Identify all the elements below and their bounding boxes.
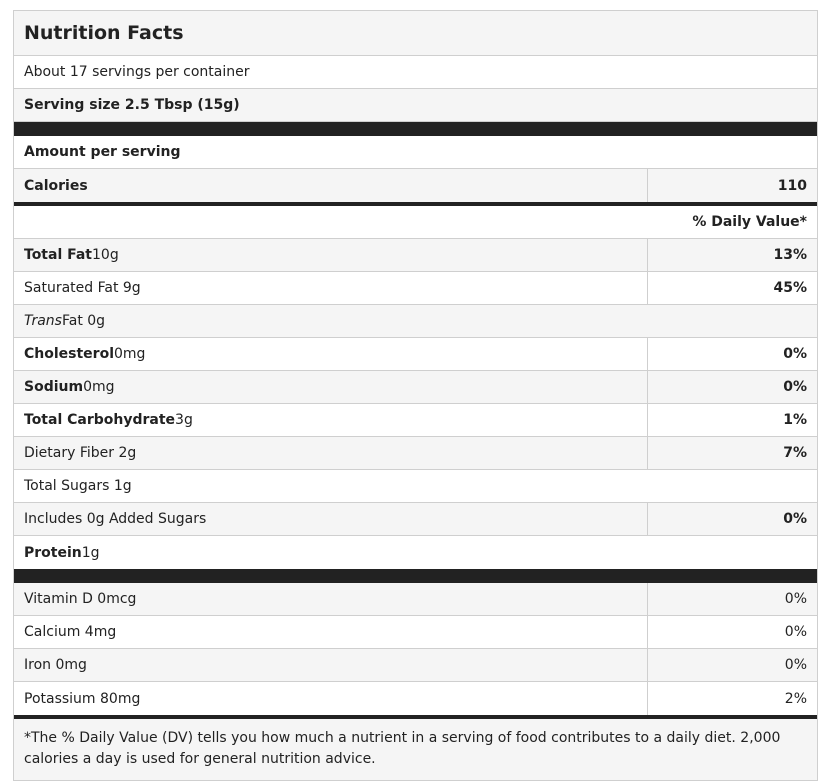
nutrient-name: Cholesterol [24,346,114,362]
amount-per-serving-row [14,136,817,169]
nutrient-name: Total Fat [24,247,93,263]
nutrient-row-total-sugars [14,470,817,503]
serving-size-row [14,89,817,122]
calories-value: 110 [647,169,817,202]
vitamin-dv: 0% [647,649,817,681]
nutrient-row-trans-fat [14,305,817,338]
thick-divider [14,569,817,583]
amount-per-serving: Amount per serving [24,144,181,160]
daily-value-header-row [14,206,817,239]
vitamin-name: Calcium 4mg [24,624,117,640]
nutrient-row-total-fat [14,239,817,272]
serving-size: Serving size 2.5 Tbsp (15g) [24,97,240,113]
nutrient-name: Protein [24,544,82,561]
vitamin-name: Vitamin D 0mcg [24,591,137,607]
nutrition-facts-label [13,10,818,781]
vitamin-row-vitamin-d [14,583,817,616]
calories-row [14,169,817,202]
nutrient-amount: 0mg [114,346,146,362]
nutrient-name: Total Carbohydrate [24,412,176,428]
servings-per-container: About 17 servings per container [24,64,250,80]
vitamin-row-potassium [14,682,817,715]
label-title: Nutrition Facts [24,22,184,44]
nutrient-name: Includes 0g Added Sugars [24,511,207,527]
vitamin-row-iron [14,649,817,682]
nutrient-name-italic: Trans [24,313,62,329]
nutrient-name: Sodium [24,379,84,395]
nutrient-row-total-carbohydrate [14,404,817,437]
nutrient-name: Saturated Fat 9g [24,280,141,296]
nutrient-dv: 13% [647,239,817,271]
title-row [14,11,817,56]
nutrient-amount: 10g [92,247,119,263]
nutrient-dv: 45% [647,272,817,304]
nutrient-amount: 0mg [83,379,115,395]
thick-divider [14,122,817,136]
nutrient-dv: 1% [647,404,817,436]
nutrient-row-cholesterol [14,338,817,371]
nutrient-row-sodium [14,371,817,404]
nutrient-name: Total Sugars 1g [24,478,132,494]
nutrient-dv: 7% [647,437,817,469]
calories-label: Calories [24,177,88,194]
vitamin-name: Potassium 80mg [24,690,141,707]
nutrient-amount: 1g [81,544,100,561]
vitamin-dv: 2% [647,682,817,715]
nutrient-dv: 0% [647,503,817,535]
nutrient-row-protein [14,536,817,569]
nutrient-dv: 0% [647,371,817,403]
daily-value-header: % Daily Value* [692,214,807,230]
nutrient-row-added-sugars [14,503,817,536]
daily-value-footnote: *The % Daily Value (DV) tells you how much a nutrient in a serving of food contributes to a daily diet. 2,000 calories a day is used for general nutrition advice. [14,719,817,781]
nutrient-dv: 0% [647,338,817,370]
nutrient-row-dietary-fiber [14,437,817,470]
nutrient-amount: 3g [175,412,193,428]
nutrient-row-saturated-fat [14,272,817,305]
vitamin-dv: 0% [647,616,817,648]
vitamin-name: Iron 0mg [24,657,87,673]
vitamin-row-calcium [14,616,817,649]
nutrient-name: Dietary Fiber 2g [24,445,137,461]
nutrient-amount: Fat 0g [61,313,106,329]
vitamin-dv: 0% [647,583,817,615]
servings-row [14,56,817,89]
